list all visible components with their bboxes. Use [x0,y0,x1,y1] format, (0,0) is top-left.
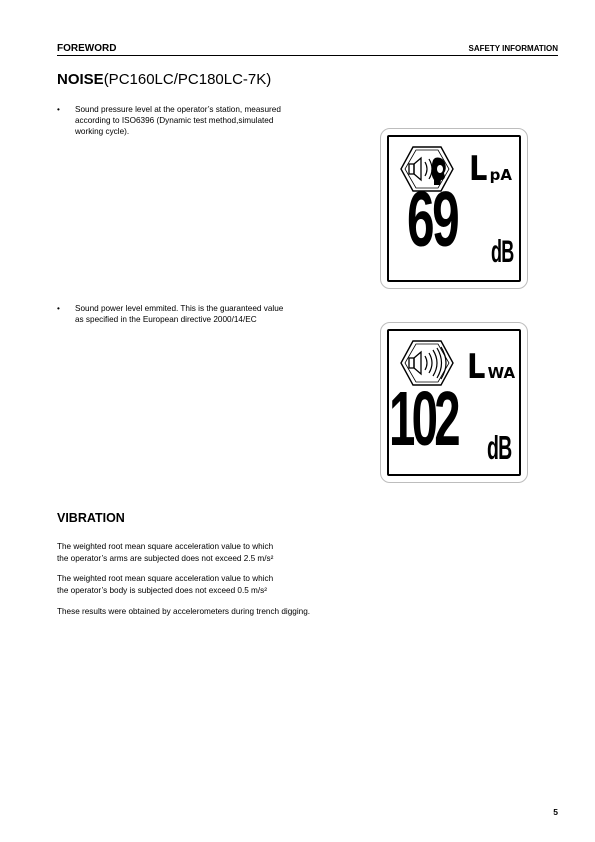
noise-heading [57,71,271,88]
bullet-line: working cycle). [75,127,130,137]
noise-item-pressure [57,104,342,138]
bullet-marker: • [57,105,60,114]
paragraph-line: The weighted root mean square acceleration value to which [57,542,274,551]
bullet-line: as specified in the European directive 2000/14/EC [75,315,257,325]
noise-heading-models: (PC160LC/PC180LC-7K) [103,71,272,88]
vibration-body-paragraph [57,573,387,596]
bullet-text [75,303,342,325]
header-rule [57,55,558,56]
section-header: FOREWORD [57,43,117,54]
bullet-line: according to ISO6396 (Dynamic test method,simulated [75,116,274,126]
symbol-letter: L [469,149,487,189]
vibration-note: These results were obtained by accelerometers during trench digging. [57,607,311,616]
symbol-subscript: WA [487,364,516,382]
sound-power-unit: dB [487,427,512,467]
bullet-marker: • [57,304,60,313]
bullet-text [75,104,342,138]
bullet-line: Sound power level emmited. This is the guaranteed value [75,304,284,313]
paragraph-line: The weighted root mean square acceleration value to which [57,574,274,583]
symbol-subscript: pA [489,166,513,184]
symbol-letter: L [467,347,485,387]
paragraph-line: the operator’s body is subjected does not exceed 0.5 m/s² [57,585,267,595]
page-number: 5 [553,807,558,817]
label-frame [387,135,521,282]
chapter-header: SAFETY INFORMATION [468,44,558,53]
sound-power-value: 102 [389,375,457,462]
noise-heading-bold: NOISE [57,71,104,88]
sound-pressure-unit: dB [491,234,514,270]
sound-pressure-label-panel [380,128,528,289]
vibration-arms-paragraph [57,541,387,564]
label-frame [387,329,521,476]
sound-pressure-value: 69 [407,176,458,263]
noise-item-power [57,303,342,325]
sound-power-label-panel [380,322,528,483]
bullet-line: Sound pressure level at the operator’s station, measured [75,105,281,114]
sound-power-symbol [467,347,515,387]
vibration-heading: VIBRATION [57,511,125,525]
paragraph-line: the operator’s arms are subjected does not exceed 2.5 m/s² [57,553,274,563]
sound-pressure-symbol [469,149,512,189]
